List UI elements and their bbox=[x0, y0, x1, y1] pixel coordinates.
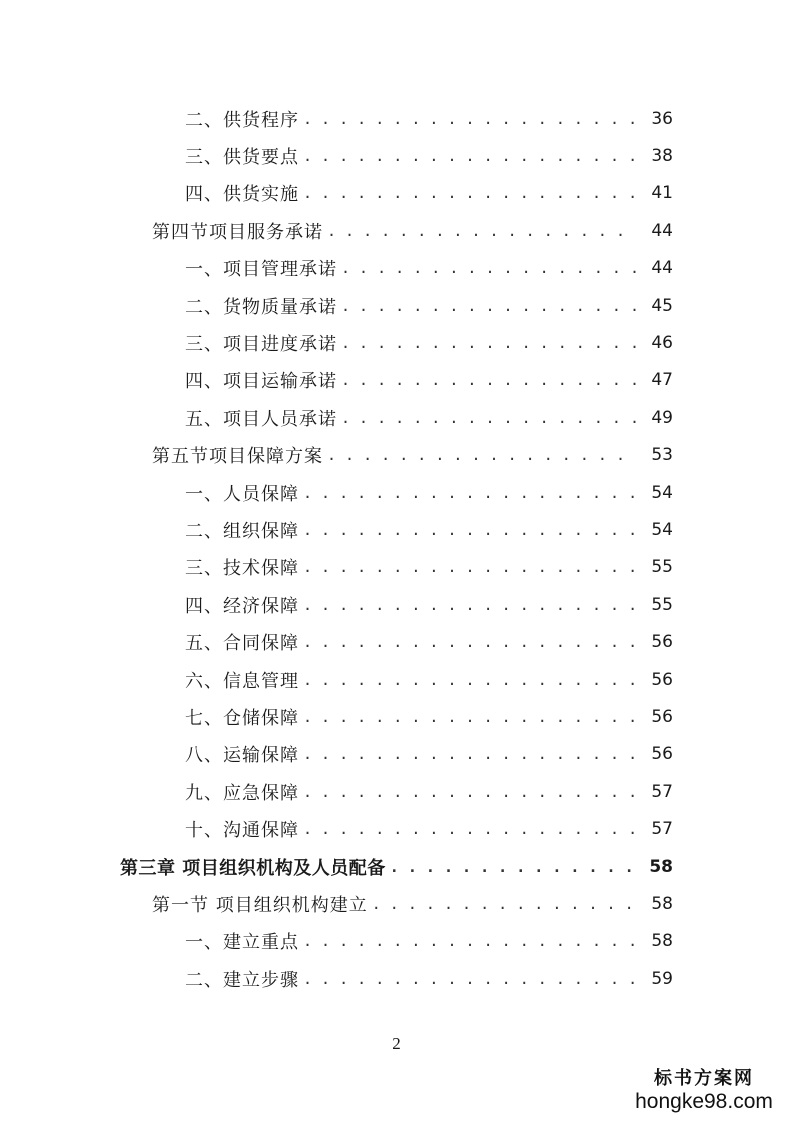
toc-entry-page: 44 bbox=[651, 258, 673, 279]
toc-entry-page: 36 bbox=[651, 108, 673, 129]
toc-entry-page: 56 bbox=[651, 744, 673, 765]
toc-item[interactable] bbox=[0, 474, 793, 511]
toc-section[interactable] bbox=[0, 212, 793, 249]
toc-entry-page: 54 bbox=[651, 519, 673, 540]
toc-item[interactable] bbox=[0, 362, 793, 399]
toc-dot-leader bbox=[327, 222, 637, 240]
toc-entry-title: 二、货物质量承诺 bbox=[185, 296, 337, 318]
toc-entry-title: 第四节项目服务承诺 bbox=[152, 221, 323, 243]
toc-entry-title: 二、建立步骤 bbox=[185, 969, 299, 991]
toc-entry-page: 58 bbox=[651, 931, 673, 952]
toc-item[interactable] bbox=[0, 586, 793, 623]
toc-entry-title: 三、项目进度承诺 bbox=[185, 334, 337, 356]
toc-entry-page: 38 bbox=[651, 146, 673, 167]
toc-dot-leader bbox=[341, 259, 637, 277]
toc-dot-leader bbox=[327, 446, 637, 464]
toc-entry-page: 46 bbox=[651, 333, 673, 354]
toc-entry-title: 四、供货实施 bbox=[185, 184, 299, 206]
toc-entry-page: 56 bbox=[651, 706, 673, 727]
toc-dot-leader bbox=[341, 371, 637, 389]
toc-item[interactable] bbox=[0, 399, 793, 436]
watermark bbox=[629, 1068, 779, 1114]
toc-entry-title: 第一节 项目组织机构建立 bbox=[152, 894, 368, 916]
toc-entry-title: 一、项目管理承诺 bbox=[185, 259, 337, 281]
toc-entry-title: 七、仓储保障 bbox=[185, 707, 299, 729]
toc-entry-page: 56 bbox=[651, 669, 673, 690]
toc-entry-page: 44 bbox=[651, 220, 673, 241]
toc-entry-title: 四、项目运输承诺 bbox=[185, 371, 337, 393]
toc-entry-title: 三、供货要点 bbox=[185, 147, 299, 169]
toc-dot-leader bbox=[303, 147, 637, 165]
toc-entry-title: 二、组织保障 bbox=[185, 520, 299, 542]
toc-item[interactable] bbox=[0, 549, 793, 586]
toc-entry-page: 54 bbox=[651, 482, 673, 503]
toc-entry-title: 三、技术保障 bbox=[185, 558, 299, 580]
toc-entry-title: 四、经济保障 bbox=[185, 595, 299, 617]
toc-entry-page: 55 bbox=[651, 557, 673, 578]
toc-entry-title: 一、建立重点 bbox=[185, 932, 299, 954]
toc-entry-page: 55 bbox=[651, 594, 673, 615]
toc-dot-leader bbox=[341, 297, 637, 315]
toc-item[interactable] bbox=[0, 960, 793, 997]
toc-dot-leader bbox=[372, 895, 637, 913]
toc-entry-page: 59 bbox=[651, 968, 673, 989]
toc-item[interactable] bbox=[0, 623, 793, 660]
toc-item[interactable] bbox=[0, 810, 793, 847]
toc-entry-title: 一、人员保障 bbox=[185, 483, 299, 505]
toc-dot-leader bbox=[303, 932, 637, 950]
toc-entry-title: 五、项目人员承诺 bbox=[185, 408, 337, 430]
watermark-title: 标书方案网 bbox=[654, 1068, 754, 1089]
toc-entry-page: 58 bbox=[651, 893, 673, 914]
toc-item[interactable] bbox=[0, 250, 793, 287]
toc-entry-page: 49 bbox=[651, 407, 673, 428]
toc-entry-title: 九、应急保障 bbox=[185, 782, 299, 804]
toc-dot-leader bbox=[303, 783, 637, 801]
toc-entry-page: 58 bbox=[649, 856, 673, 877]
toc-item[interactable] bbox=[0, 698, 793, 735]
toc-entry-page: 41 bbox=[651, 183, 673, 204]
table-of-contents bbox=[0, 100, 793, 997]
toc-dot-leader bbox=[303, 708, 637, 726]
toc-entry-title: 二、供货程序 bbox=[185, 109, 299, 131]
toc-dot-leader bbox=[303, 745, 637, 763]
toc-item[interactable] bbox=[0, 511, 793, 548]
page-number: 2 bbox=[392, 1034, 401, 1053]
toc-item[interactable] bbox=[0, 287, 793, 324]
toc-entry-title: 十、沟通保障 bbox=[185, 820, 299, 842]
toc-dot-leader bbox=[341, 409, 637, 427]
toc-section[interactable] bbox=[0, 885, 793, 922]
toc-entry-page: 56 bbox=[651, 632, 673, 653]
toc-entry-title: 第三章 项目组织机构及人员配备 bbox=[120, 857, 386, 879]
toc-dot-leader bbox=[303, 970, 637, 988]
toc-item[interactable] bbox=[0, 175, 793, 212]
toc-section[interactable] bbox=[0, 437, 793, 474]
toc-entry-page: 45 bbox=[651, 295, 673, 316]
toc-dot-leader bbox=[390, 858, 637, 876]
toc-item[interactable] bbox=[0, 661, 793, 698]
toc-item[interactable] bbox=[0, 736, 793, 773]
toc-dot-leader bbox=[303, 633, 637, 651]
toc-entry-page: 47 bbox=[651, 370, 673, 391]
toc-entry-title: 五、合同保障 bbox=[185, 633, 299, 655]
toc-dot-leader bbox=[303, 596, 637, 614]
toc-item[interactable] bbox=[0, 324, 793, 361]
toc-item[interactable] bbox=[0, 100, 793, 137]
toc-dot-leader bbox=[303, 484, 637, 502]
toc-dot-leader bbox=[303, 671, 637, 689]
toc-item[interactable] bbox=[0, 773, 793, 810]
toc-dot-leader bbox=[303, 820, 637, 838]
toc-dot-leader bbox=[303, 558, 637, 576]
toc-item[interactable] bbox=[0, 137, 793, 174]
toc-dot-leader bbox=[341, 334, 637, 352]
toc-entry-title: 第五节项目保障方案 bbox=[152, 446, 323, 468]
toc-chapter[interactable] bbox=[0, 848, 793, 885]
toc-entry-title: 六、信息管理 bbox=[185, 670, 299, 692]
toc-dot-leader bbox=[303, 110, 637, 128]
watermark-url: hongke98.com bbox=[635, 1090, 773, 1113]
toc-entry-page: 57 bbox=[651, 781, 673, 802]
toc-dot-leader bbox=[303, 521, 637, 539]
toc-dot-leader bbox=[303, 184, 637, 202]
toc-entry-title: 八、运输保障 bbox=[185, 745, 299, 767]
toc-item[interactable] bbox=[0, 923, 793, 960]
toc-entry-page: 57 bbox=[651, 819, 673, 840]
toc-entry-page: 53 bbox=[651, 445, 673, 466]
